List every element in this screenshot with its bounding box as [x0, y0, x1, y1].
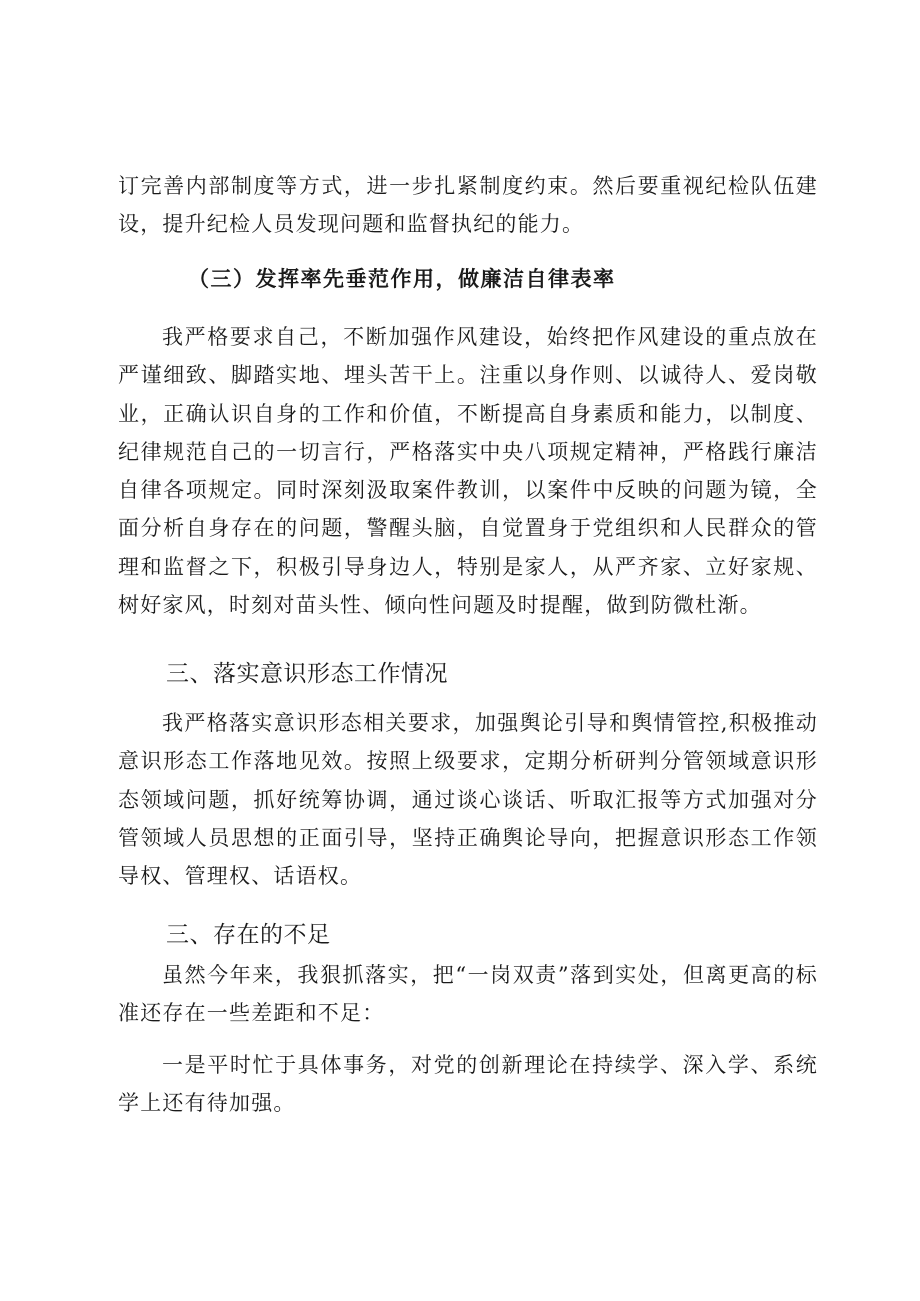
paragraph-ideology-work: 我严格落实意识形态相关要求，加强舆论引导和舆情管控,积极推动意识形态工作落地见效。按照上级要求，定期分析研判分管领域意识形态领域问题，抓好统筹协调，通过谈心谈话、听取汇报等方式加强对分管领域人员思想的正面引导，坚持正确舆论导向，把握意识形态工作领导权、管理权、话语权。	[118, 711, 818, 889]
heading-shortcomings: 三、存在的不足	[166, 922, 331, 948]
paragraph-shortcomings-intro: 虽然今年来，我狠抓落实，把“一岗双责”落到实处，但离更高的标准还存在一些差距和不足：	[118, 963, 818, 1026]
paragraph-self-discipline: 我严格要求自己，不断加强作风建设，始终把作风建设的重点放在严谨细致、脚踏实地、埋头苦干上。注重以身作则、以诚待人、爱岗敬业，正确认识自身的工作和价值，不断提高自身素质和能力，以制度、纪律规范自己的一切言行，严格落实中央八项规定精神，严格践行廉洁自律各项规定。同时深刻汲取案件教训，以案件中反映的问题为镜，全面分析自身存在的问题，警醒头脑，自觉置身于党组织和人民群众的管理和监督之下，积极引导身边人，特别是家人，从严齐家、立好家规、树好家风，时刻对苗头性、倾向性问题及时提醒，做到防微杜渐。	[118, 325, 818, 618]
subheading-lead-by-example: （三）发挥率先垂范作用，做廉洁自律表率	[188, 267, 616, 291]
heading-ideology-work: 三、落实意识形态工作情况	[166, 661, 448, 687]
paragraph-continuation: 订完善内部制度等方式，进一步扎紧制度约束。然后要重视纪检队伍建设，提升纪检人员发现问题和监督执纪的能力。	[118, 174, 818, 237]
paragraph-shortcoming-1: 一是平时忙于具体事务，对党的创新理论在持续学、深入学、系统学上还有待加强。	[118, 1053, 818, 1116]
